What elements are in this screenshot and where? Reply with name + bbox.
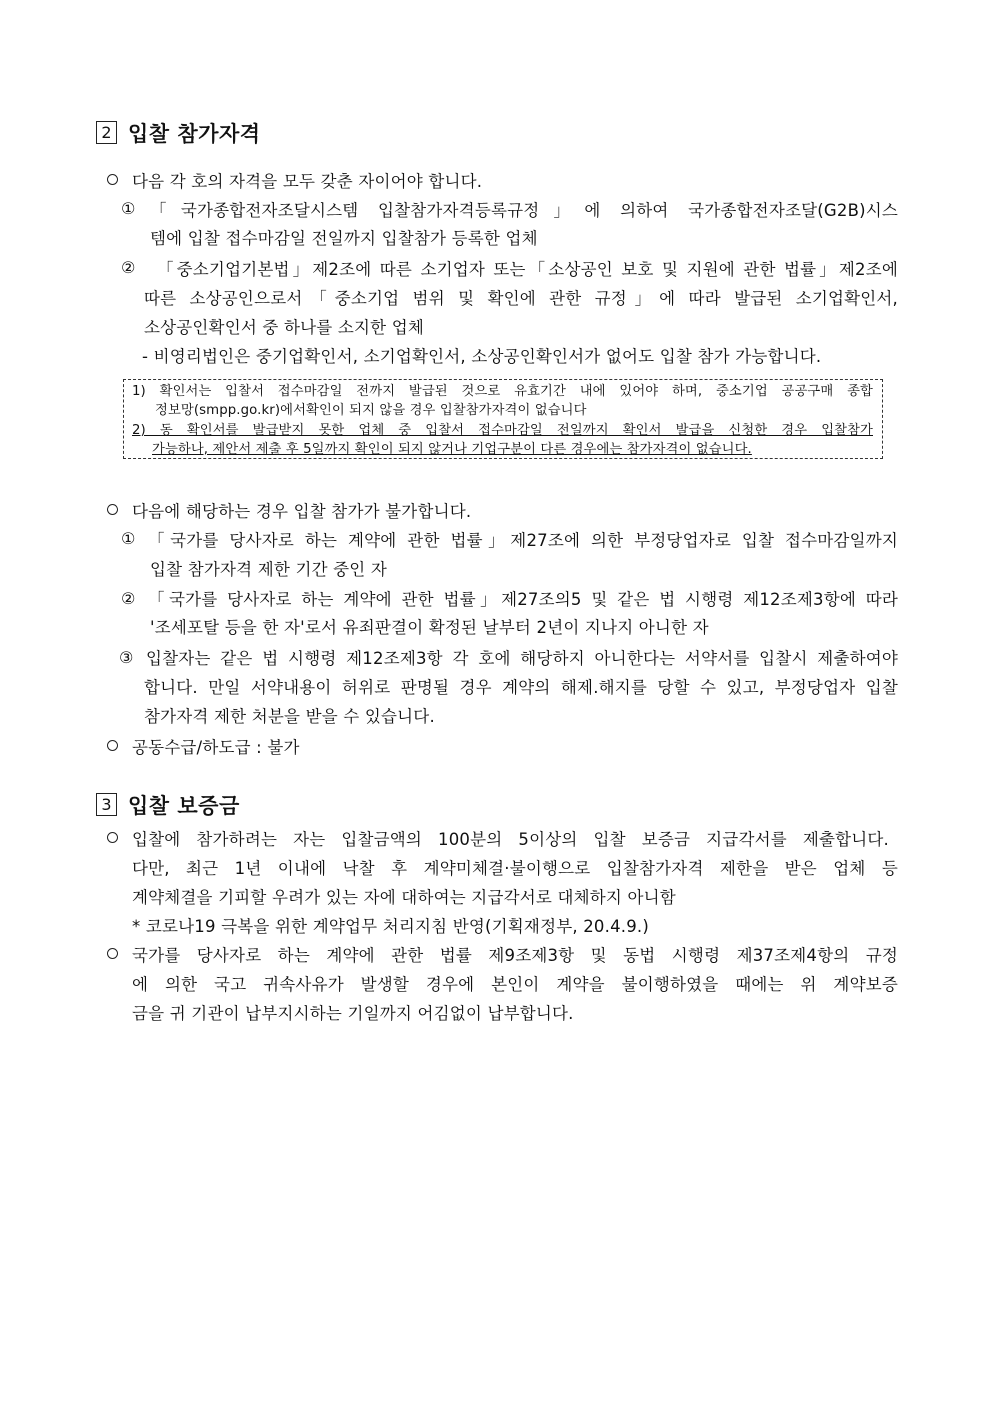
section-number-box: 3	[96, 793, 117, 816]
item-text: 「국가를 당사자로 하는 계약에 관한 법률」제27조의5 및 같은 법 시행령 제12조제3항에 따라	[148, 590, 898, 609]
note-text: 정보망(smpp.go.kr)에서확인이 되지 않을 경우 입찰참가자격이 없습니다	[155, 403, 587, 418]
body-text: 에 의한 국고 귀속사유가 발생할 경우에 본인이 계약을 불이행하였을 때에는 위 계약보증	[132, 975, 898, 994]
intro-text: 다음에 해당하는 경우 입찰 참가가 불가합니다.	[132, 502, 472, 521]
note-text: 2) 동 확인서를 발급받지 못한 업체 중 입찰서 접수마감일 전일까지 확인서 발급을 신청한 경우 입찰참가	[132, 423, 873, 438]
body-text: 금을 귀 기관이 납부지시하는 기일까지 어김없이 납부합니다.	[132, 1004, 574, 1023]
item-text: 입찰 참가자격 제한 기간 중인 자	[150, 560, 388, 579]
circle-bullet-icon	[107, 504, 118, 515]
item-text: 「중소기업기본법」제2조에 따른 소기업자 또는「소상공인 보호 및 지원에 관한 법률」제2조에	[157, 260, 898, 279]
section-number-box: 2	[96, 121, 117, 144]
note-text: 가능하나, 제안서 제출 후 5일까지 확인이 되지 않거나 기업구분이 다른 경우에는 참가자격이 없습니다.	[152, 442, 752, 457]
item-text: 「국가종합전자조달시스템 입찰참가자격등록규정」에 의하여 국가종합전자조달(G2B)시스	[150, 201, 898, 220]
item-text: 따른 소상공인으로서「중소기업 범위 및 확인에 관한 규정」에 따라 발급된 소기업확인서,	[144, 289, 898, 308]
body-text: 국가를 당사자로 하는 계약에 관한 법률 제9조제3항 및 동법 시행령 제37조제4항의 규정	[132, 946, 898, 965]
item-text: 합니다. 만일 서약내용이 허위로 판명될 경우 계약의 해제.해지를 당할 수 있고, 부정당업자 입찰	[144, 678, 898, 697]
body-text: 다만, 최근 1년 이내에 낙찰 후 계약미체결·불이행으로 입찰참가자격 제한을 받은 업체 등	[132, 859, 898, 878]
item-text: 템에 입찰 접수마감일 전일까지 입찰참가 등록한 업체	[150, 229, 538, 248]
item-note: - 비영리법인은 중기업확인서, 소기업확인서, 소상공인확인서가 없어도 입찰 참가 가능합니다.	[142, 347, 822, 366]
intro-text: 다음 각 호의 자격을 모두 갖춘 자이어야 합니다.	[132, 172, 483, 191]
body-text: 계약체결을 기피할 우려가 있는 자에 대하여는 지급각서로 대체하지 아니함	[132, 888, 676, 907]
circle-bullet-icon	[107, 174, 118, 185]
section-title: 입찰 참가자격	[128, 122, 261, 146]
body-note: * 코로나19 극복을 위한 계약업무 처리지침 반영(기획재정부, 20.4.9.)	[132, 917, 650, 936]
item-text: 참가자격 제한 처분을 받을 수 있습니다.	[144, 707, 435, 726]
item-text: 「국가를 당사자로 하는 계약에 관한 법률」제27조에 의한 부정당업자로 입찰 접수마감일까지	[148, 531, 898, 550]
item-text: '조세포탈 등을 한 자'로서 유죄판결이 확정된 날부터 2년이 지나지 아니한 자	[150, 618, 709, 637]
item-marker: ②	[121, 258, 136, 277]
circle-bullet-icon	[107, 740, 118, 751]
item-marker: ①	[121, 199, 136, 218]
body-text: 입찰에 참가하려는 자는 입찰금액의 100분의 5이상의 입찰 보증금 지급각서를 제출합니다.	[132, 830, 889, 849]
intro-text: 공동수급/하도급 : 불가	[132, 738, 300, 757]
item-text: 소상공인확인서 중 하나를 소지한 업체	[144, 318, 425, 337]
item-text: 입찰자는 같은 법 시행령 제12조제3항 각 호에 해당하지 아니한다는 서약서를 입찰시 제출하여야	[146, 649, 898, 668]
section-title: 입찰 보증금	[128, 794, 240, 818]
circle-bullet-icon	[107, 948, 118, 959]
item-marker: ①	[121, 529, 136, 548]
item-marker: ②	[121, 589, 136, 608]
note-text: 1) 확인서는 입찰서 접수마감일 전까지 발급된 것으로 유효기간 내에 있어야 하며, 중소기업 공공구매 종합	[132, 384, 873, 399]
item-marker: ③	[119, 648, 134, 667]
circle-bullet-icon	[107, 832, 118, 843]
